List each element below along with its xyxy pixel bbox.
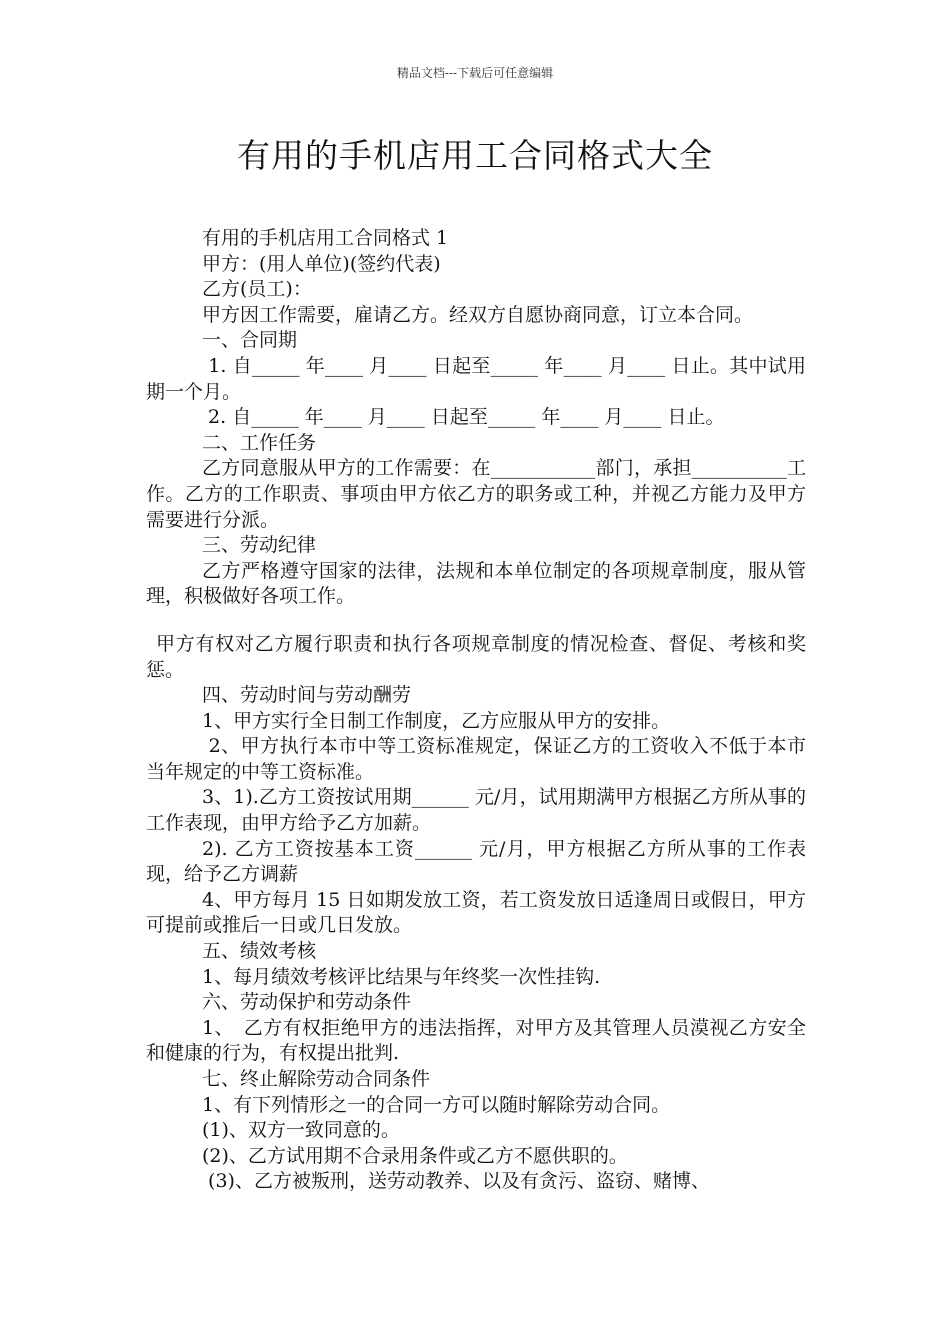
- paragraph: 3、1).乙方工资按试用期______ 元/月，试用期满甲方根据乙方所从事的工作表现，由甲方给予乙方加薪。: [146, 786, 806, 835]
- paragraph: 甲方有权对乙方履行职责和执行各项规章制度的情况检查、督促、考核和奖惩。: [146, 632, 806, 681]
- paragraph: 三、劳动纪律: [202, 534, 317, 557]
- paragraph: (3)、乙方被叛刑，送劳动教养、以及有贪污、盗窃、赌博、: [202, 1170, 710, 1193]
- blank-line: [146, 610, 806, 632]
- paragraph: 六、劳动保护和劳动条件: [202, 991, 412, 1014]
- paragraph: 有用的手机店用工合同格式 1: [202, 227, 449, 249]
- paragraph: 乙方同意服从甲方的工作需要：在___________部门，承担__________工作。乙方的工作职责、事项由甲方依乙方的职务或工种，并视乙方能力及甲方需要进行分派。: [146, 457, 806, 531]
- document-body: [146, 226, 806, 1195]
- document-title: 有用的手机店用工合同格式大全: [237, 136, 713, 175]
- paragraph: 一、合同期: [202, 329, 298, 352]
- paragraph: 1、每月绩效考核评比结果与年终奖一次性挂钩.: [202, 965, 601, 988]
- paragraph: 2). 乙方工资按基本工资______ 元/月，甲方根据乙方所从事的工作表现，给予乙方调薪: [146, 837, 806, 886]
- paragraph: 乙方严格遵守国家的法律，法规和本单位制定的各项规章制度，服从管理，积极做好各项工作。: [146, 559, 806, 608]
- paragraph: (2)、乙方试用期不合录用条件或乙方不愿供职的。: [202, 1144, 628, 1167]
- paragraph: 1. 自_____ 年____ 月____ 日起至_____ 年____ 月____ 日止。其中试用期一个月。: [146, 354, 806, 403]
- paragraph: 甲方因工作需要，雇请乙方。经双方自愿协商同意，订立本合同。: [202, 303, 754, 326]
- paragraph: 1、有下列情形之一的合同一方可以随时解除劳动合同。: [202, 1093, 671, 1116]
- paragraph: 七、终止解除劳动合同条件: [202, 1068, 431, 1090]
- paragraph: 1、甲方实行全日制工作制度，乙方应服从甲方的安排。: [202, 709, 671, 732]
- paragraph: 四、劳动时间与劳动酬劳: [202, 684, 412, 707]
- paragraph: 2、甲方执行本市中等工资标准规定，保证乙方的工资收入不低于本市当年规定的中等工资标准。: [146, 735, 807, 783]
- paragraph: 2. 自_____ 年____ 月____ 日起至_____ 年____ 月____ 日止。: [202, 406, 725, 429]
- paragraph: 乙方(员工)：: [202, 278, 312, 301]
- page-header: 精品文档---下载后可任意编辑: [396, 66, 554, 80]
- paragraph: (1)、双方一致同意的。: [202, 1119, 400, 1142]
- paragraph: 二、工作任务: [202, 431, 317, 454]
- paragraph: 4、甲方每月 15 日如期发放工资，若工资发放日适逢周日或假日，甲方可提前或推后一日或几日发放。: [146, 888, 806, 937]
- paragraph: 1、 乙方有权拒绝甲方的违法指挥，对甲方及其管理人员漠视乙方安全和健康的行为，有权提出批判.: [146, 1016, 806, 1065]
- paragraph: 五、绩效考核: [202, 940, 317, 963]
- paragraph: 甲方：(用人单位)(签约代表): [202, 252, 441, 275]
